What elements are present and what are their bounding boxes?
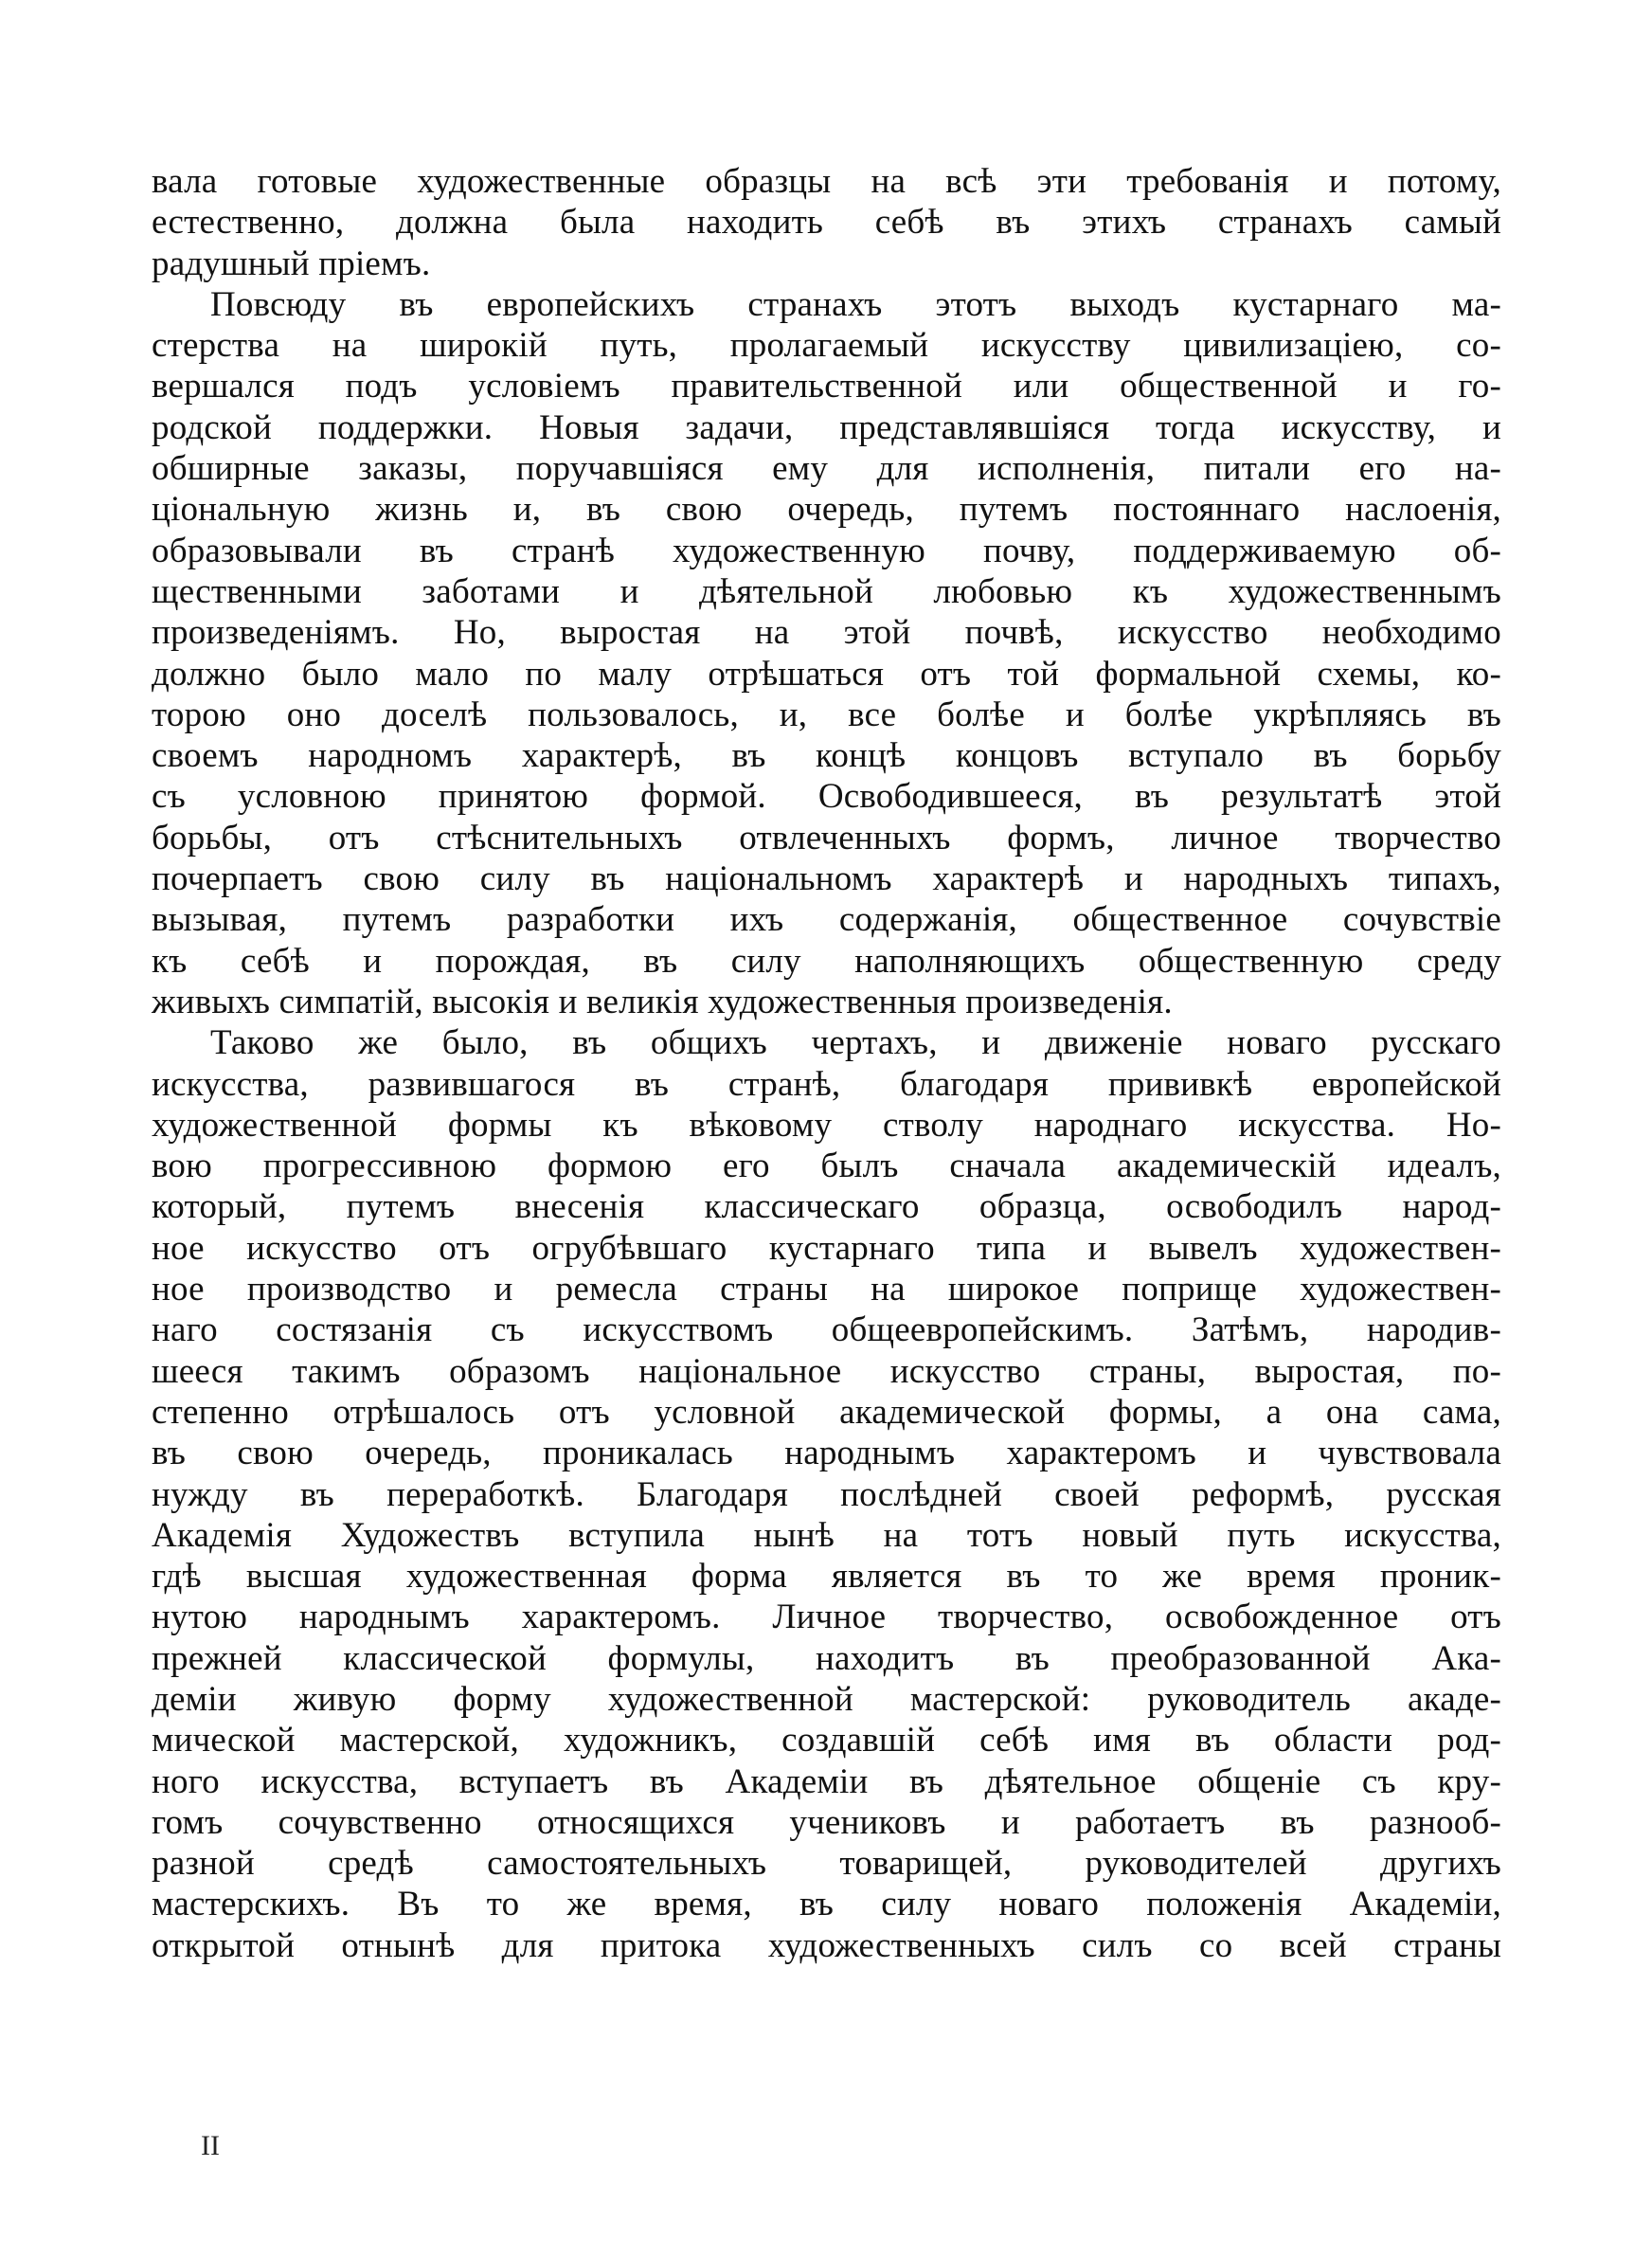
text-line: съ условною принятою формой. Освободившееся, въ результатѣ этой bbox=[152, 777, 1501, 817]
text-line: открытой отнынѣ для притока художественныхъ силъ со всей страны bbox=[152, 1925, 1501, 1965]
signature-mark: II bbox=[201, 2130, 220, 2161]
text-line: наго состязанія съ искусствомъ общеевропейскимъ. Затѣмъ, народив- bbox=[152, 1310, 1501, 1350]
text-line: прежней классической формулы, находитъ въ преобразованной Ака- bbox=[152, 1638, 1501, 1678]
text-line: образовывали въ странѣ художественную почву, поддерживаемую об- bbox=[152, 531, 1501, 570]
text-line: искусства, развившагося въ странѣ, благодаря прививкѣ европейской bbox=[152, 1064, 1501, 1104]
text-line: ного искусства, вступаетъ въ Академіи въ дѣятельное общеніе съ кру- bbox=[152, 1761, 1501, 1801]
text-line: родской поддержки. Новыя задачи, представлявшіяся тогда искусству, и bbox=[152, 407, 1501, 447]
text-line: радушный пріемъ. bbox=[152, 244, 431, 283]
text-line: щественными заботами и дѣятельной любовью къ художественнымъ bbox=[152, 571, 1501, 611]
text-line: который, путемъ внесенія классическаго образца, освободилъ народ- bbox=[152, 1187, 1501, 1227]
text-line: разной средѣ самостоятельныхъ товарищей, руководителей другихъ bbox=[152, 1844, 1501, 1884]
text-line: къ себѣ и порождая, въ силу наполняющихъ общественную среду bbox=[152, 941, 1501, 981]
text-line: ное производство и ремесла страны на широкое поприще художествен- bbox=[152, 1270, 1501, 1309]
body-text bbox=[152, 161, 1501, 1966]
text-line: мастерскихъ. Въ то же время, въ силу новаго положенія Академіи, bbox=[152, 1885, 1501, 1924]
text-line: естественно, должна была находить себѣ въ этихъ странахъ самый bbox=[152, 203, 1501, 243]
text-line: художественной формы къ вѣковому стволу народнаго искусства. Но- bbox=[152, 1105, 1501, 1145]
text-line: деміи живую форму художественной мастерской: руководитель акаде- bbox=[152, 1679, 1501, 1719]
text-line: вершался подъ условіемъ правительственной или общественной и го- bbox=[152, 367, 1501, 406]
text-line: борьбы, отъ стѣснительныхъ отвлеченныхъ формъ, личное творчество bbox=[152, 818, 1501, 858]
text-line: ціональную жизнь и, въ свою очередь, путемъ постояннаго наслоенія, bbox=[152, 490, 1501, 530]
paragraph bbox=[152, 1022, 1501, 1966]
text-line: шееся такимъ образомъ національное искусство страны, выростая, по- bbox=[152, 1351, 1501, 1391]
text-line: вою прогрессивною формою его былъ сначала академическій идеалъ, bbox=[152, 1147, 1501, 1186]
text-line: обширные заказы, поручавшіяся ему для исполненія, питали его на- bbox=[152, 449, 1501, 489]
text-line: Академія Художествъ вступила нынѣ на тотъ новый путь искусства, bbox=[152, 1515, 1501, 1555]
text-line: нужду въ переработкѣ. Благодаря послѣдней своей реформѣ, русская bbox=[152, 1474, 1501, 1514]
paragraph bbox=[152, 161, 1501, 284]
text-line: должно было мало по малу отрѣшаться отъ той формальной схемы, ко- bbox=[152, 654, 1501, 694]
text-line: своемъ народномъ характерѣ, въ концѣ концовъ вступало въ борьбу bbox=[152, 736, 1501, 776]
text-line: почерпаетъ свою силу въ національномъ характерѣ и народныхъ типахъ, bbox=[152, 859, 1501, 899]
text-line: гомъ сочувственно относящихся учениковъ и работаетъ въ разнооб- bbox=[152, 1802, 1501, 1842]
text-line: торою оно доселѣ пользовалось, и, все болѣе и болѣе укрѣпляясь въ bbox=[152, 695, 1501, 734]
text-line: вала готовые художественные образцы на всѣ эти требованія и потому, bbox=[152, 162, 1501, 201]
text-line: степенно отрѣшалось отъ условной академической формы, а она сама, bbox=[152, 1392, 1501, 1432]
text-line: произведеніямъ. Но, выростая на этой почвѣ, искусство необходимо bbox=[152, 613, 1501, 653]
paragraph bbox=[152, 284, 1501, 1022]
text-line: гдѣ высшая художественная форма является въ то же время проник- bbox=[152, 1557, 1501, 1597]
text-line: стерства на широкій путь, пролагаемый искусству цивилизаціею, со- bbox=[152, 326, 1501, 366]
text-line: нутою народнымъ характеромъ. Личное творчество, освобожденное отъ bbox=[152, 1598, 1501, 1637]
text-line: въ свою очередь, проникалась народнымъ характеромъ и чувствовала bbox=[152, 1434, 1501, 1473]
text-line: ное искусство отъ огрубѣвшаго кустарнаго типа и вывелъ художествен- bbox=[152, 1228, 1501, 1268]
text-line: мической мастерской, художникъ, создавшій себѣ имя въ области род- bbox=[152, 1721, 1501, 1760]
text-line: живыхъ симпатій, высокія и великія художественныя произведенія. bbox=[152, 982, 1173, 1021]
text-line: Таково же было, въ общихъ чертахъ, и движеніе новаго русскаго bbox=[210, 1023, 1501, 1063]
text-line: Повсюду въ европейскихъ странахъ этотъ выходъ кустарнаго ма- bbox=[210, 284, 1501, 324]
text-line: вызывая, путемъ разработки ихъ содержанія, общественное сочувствіе bbox=[152, 900, 1501, 940]
